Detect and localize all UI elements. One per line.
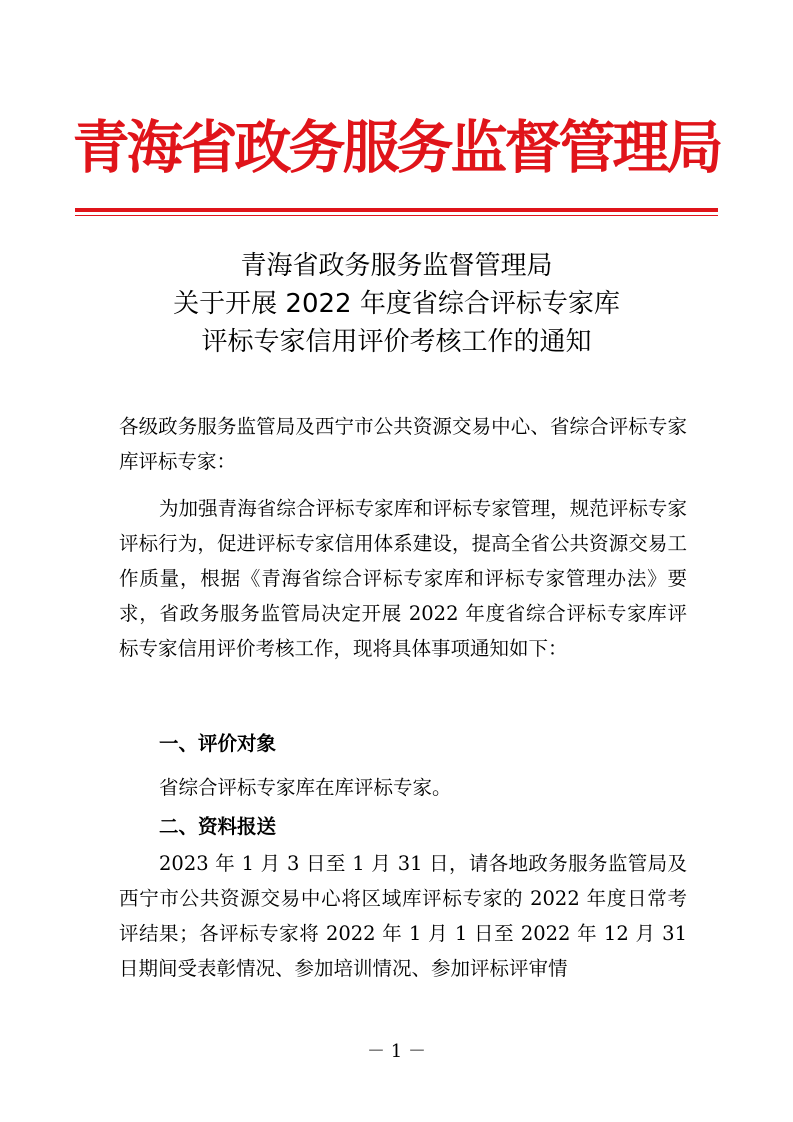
masthead-rule-thick	[75, 208, 718, 212]
intro-paragraph: 为加强青海省综合评标专家库和评标专家管理，规范评标专家评标行为，促进评标专家信用体系建设，提高全省公共资源交易工作质量，根据《青海省综合评标专家库和评标专家管理办法》要求，省政务服务监管局决定开展 2022 年度省综合评标专家库评标专家信用评价考核工作，现将具体事项通知如下：	[119, 497, 687, 660]
section-1-text: 省综合评标专家库在库评标专家。	[159, 776, 452, 799]
section-1-heading: 一、评价对象	[159, 732, 277, 755]
section-2-text: 2023 年 1 月 3 日至 1 月 31 日，请各地政务服务监管局及西宁市公共资源交易中心将区域库评标专家的 2022 年度日常考评结果；各评标专家将 2022 年 1 月 1 日至 2022 年 12 月 31 日期间受表彰情况、参加培训情况、参加评标评审情	[119, 852, 687, 980]
title-line-3: 评标专家信用评价考核工作的通知	[201, 327, 592, 357]
section-2-heading: 二、资料报送	[159, 815, 277, 838]
page-number: － 1 －	[367, 1041, 426, 1062]
title-line-1: 青海省政务服务监督管理局	[240, 251, 553, 281]
salutation: 各级政务服务监管局及西宁市公共资源交易中心、省综合评标专家库评标专家：	[119, 415, 687, 473]
masthead-org-name: 青海省政务服务监督管理局	[72, 115, 721, 181]
title-line-2: 关于开展 2022 年度省综合评标专家库	[173, 289, 620, 319]
masthead-rule-thin	[75, 215, 718, 216]
